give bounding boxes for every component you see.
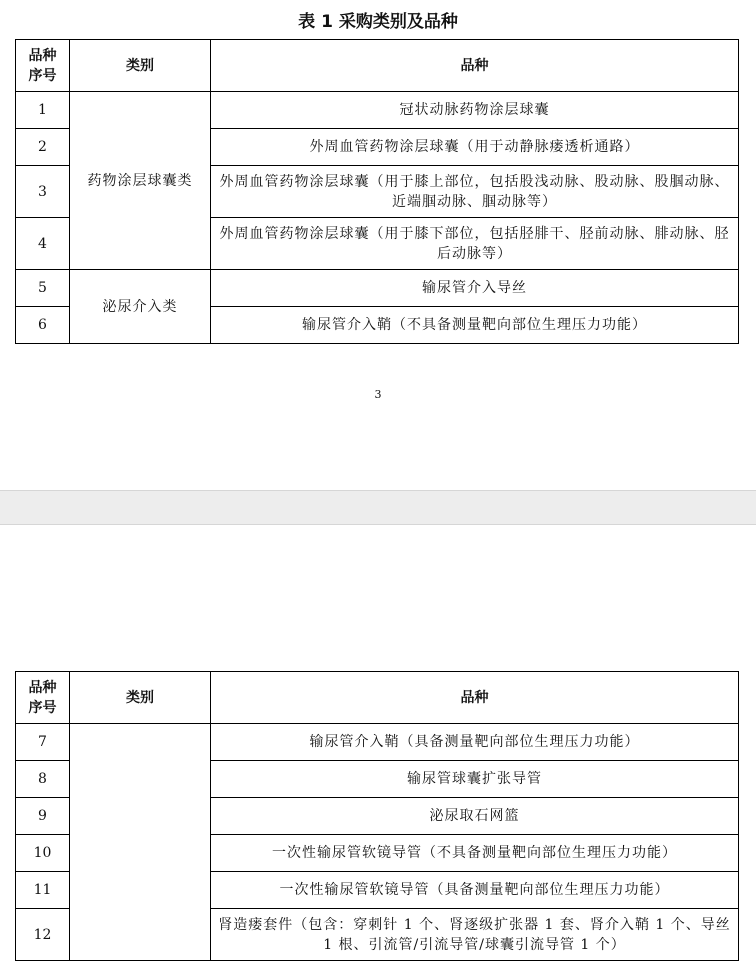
- header-category: 类别: [70, 40, 211, 92]
- header-variety: 品种: [211, 40, 739, 92]
- page-number: 3: [374, 388, 382, 401]
- variety-cell: 外周血管药物涂层球囊（用于膝上部位，包括股浅动脉、股动脉、股腘动脉、近端腘动脉、腘动脉等）: [211, 166, 739, 218]
- page-separator: [0, 490, 756, 525]
- header-seq: [16, 40, 70, 92]
- seq-cell: 7: [16, 724, 70, 761]
- seq-cell: 3: [16, 166, 70, 218]
- variety-cell: 一次性输尿管软镜导管（不具备测量靶向部位生理压力功能）: [211, 835, 739, 872]
- variety-cell: 输尿管球囊扩张导管: [211, 761, 739, 798]
- seq-cell: 12: [16, 909, 70, 961]
- header-seq-line2: 序号: [28, 67, 57, 84]
- variety-cell: 外周血管药物涂层球囊（用于膝下部位，包括胫腓干、胫前动脉、腓动脉、胫后动脉等）: [211, 218, 739, 270]
- category-cell: [70, 724, 211, 961]
- header-variety: 品种: [211, 672, 739, 724]
- header-seq-line1: 品种: [28, 47, 57, 64]
- seq-cell: 11: [16, 872, 70, 909]
- table-row: [16, 92, 739, 129]
- seq-cell: 6: [16, 307, 70, 344]
- variety-cell: 泌尿取石网篮: [211, 798, 739, 835]
- variety-cell: 外周血管药物涂层球囊（用于动静脉瘘透析通路）: [211, 129, 739, 166]
- header-category: 类别: [70, 672, 211, 724]
- header-seq-line1: 品种: [28, 679, 57, 696]
- header-seq-line2: 序号: [28, 699, 57, 716]
- seq-cell: 5: [16, 270, 70, 307]
- seq-cell: 1: [16, 92, 70, 129]
- table-caption: 表 1 采购类别及品种: [298, 12, 458, 32]
- variety-cell: 输尿管介入鞘（不具备测量靶向部位生理压力功能）: [211, 307, 739, 344]
- seq-cell: 9: [16, 798, 70, 835]
- variety-cell: 输尿管介入鞘（具备测量靶向部位生理压力功能）: [211, 724, 739, 761]
- variety-cell: 冠状动脉药物涂层球囊: [211, 92, 739, 129]
- seq-cell: 2: [16, 129, 70, 166]
- table-row: [16, 724, 739, 761]
- variety-cell: 输尿管介入导丝: [211, 270, 739, 307]
- variety-cell: 肾造瘘套件（包含：穿刺针 1 个、肾逐级扩张器 1 套、肾介入鞘 1 个、导丝 1 根、引流管/引流导管/球囊引流导管 1 个）: [211, 909, 739, 961]
- variety-cell: 一次性输尿管软镜导管（具备测量靶向部位生理压力功能）: [211, 872, 739, 909]
- seq-cell: 8: [16, 761, 70, 798]
- header-seq: [16, 672, 70, 724]
- category-cell: 药物涂层球囊类: [70, 92, 211, 270]
- table-header-row: [16, 672, 739, 724]
- table-header-row: [16, 40, 739, 92]
- procurement-table-part-1: [15, 39, 739, 344]
- procurement-table-part-2: [15, 671, 739, 961]
- category-cell: 泌尿介入类: [70, 270, 211, 344]
- seq-cell: 4: [16, 218, 70, 270]
- seq-cell: 10: [16, 835, 70, 872]
- document-page-2: [0, 525, 756, 970]
- table-row: [16, 270, 739, 307]
